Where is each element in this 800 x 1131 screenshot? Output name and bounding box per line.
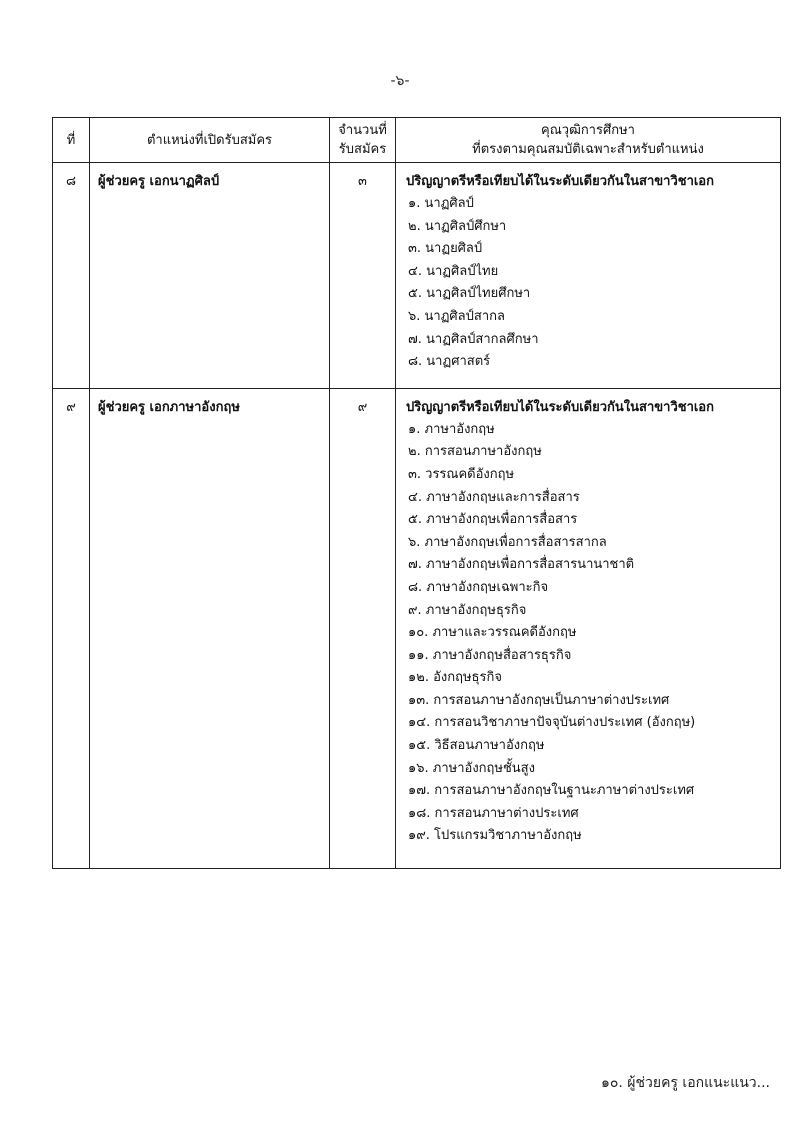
major-item: ๘. ภาษาอังกฤษเฉพาะกิจ [408,579,549,595]
major-item: ๑๘. การสอนภาษาต่างประเทศ [408,805,579,821]
row-qualification [396,163,781,389]
major-item: ๖. นาฏศิลป์สากล [408,308,505,324]
table-row [53,388,781,868]
header-count [330,118,396,163]
major-item: ๘. นาฏศาสตร์ [408,354,491,370]
header-qual-line2: ที่ตรงตามคุณสมบัติเฉพาะสำหรับตำแหน่ง [472,142,704,157]
major-item: ๒. การสอนภาษาอังกฤษ [408,444,542,460]
header-position-label: ตำแหน่งที่เปิดรับสมัคร [146,132,273,148]
major-item: ๑๒. อังกฤษธุรกิจ [408,670,502,686]
qualification-header: ปริญญาตรีหรือเทียบได้ในระดับเดียวกันในสาขาวิชาเอก [406,399,714,415]
row-number: ๙ [53,388,90,868]
majors-list [406,419,780,848]
page-number: -๖- [390,73,410,89]
row-count: ๓ [330,163,396,389]
major-item: ๒. นาฏศิลป์ศึกษา [408,218,507,234]
table-row [53,163,781,389]
major-item: ๓. นาฏยศิลป์ [408,241,483,257]
header-position [90,118,330,163]
positions-table [52,117,781,869]
row-count: ๙ [330,388,396,868]
major-item: ๑๓. การสอนภาษาอังกฤษเป็นภาษาต่างประเทศ [408,692,670,708]
major-item: ๑. นาฏศิลป์ [408,196,474,211]
major-item: ๑๕. วิธีสอนภาษาอังกฤษ [408,738,545,754]
header-count-line2: รับสมัคร [338,142,387,157]
major-item: ๑๔. การสอนวิชาภาษาปัจจุบันต่างประเทศ (อังกฤษ) [408,715,696,731]
row-number: ๘ [53,163,90,389]
header-no [53,118,90,163]
header-no-label: ที่ [66,132,76,148]
major-item: ๑๗. การสอนภาษาอังกฤษในฐานะภาษาต่างประเทศ [408,783,695,799]
row-qualification [396,388,781,868]
major-item: ๕. นาฏศิลป์ไทยศึกษา [408,286,531,302]
major-item: ๓. วรรณคดีอังกฤษ [408,466,515,482]
major-item: ๔. นาฏศิลป์ไทย [408,263,499,279]
majors-list [406,193,780,374]
major-item: ๗. ภาษาอังกฤษเพื่อการสื่อสารนานาชาติ [408,557,635,573]
major-item: ๑๖. ภาษาอังกฤษชั้นสูง [408,760,535,776]
major-item: ๖. ภาษาอังกฤษเพื่อการสื่อสารสากล [408,534,607,550]
table-header-row [53,118,781,163]
major-item: ๑๐. ภาษาและวรรณคดีอังกฤษ [408,625,577,641]
major-item: ๗. นาฏศิลป์สากลศึกษา [408,331,539,347]
scan-artifact [66,36,102,40]
row-position: ผู้ช่วยครู เอกนาฏศิลป์ [90,163,330,389]
continuation-note: ๑๐. ผู้ช่วยครู เอกแนะแนว... [600,1075,770,1091]
major-item: ๙. ภาษาอังกฤษธุรกิจ [408,602,527,618]
major-item: ๑. ภาษาอังกฤษ [408,421,495,437]
major-item: ๕. ภาษาอังกฤษเพื่อการสื่อสาร [408,512,578,528]
major-item: ๑๙. โปรแกรมวิชาภาษาอังกฤษ [408,828,582,844]
major-item: ๑๑. ภาษาอังกฤษสื่อสารธุรกิจ [408,647,572,663]
header-qualification [396,118,781,163]
qualification-header: ปริญญาตรีหรือเทียบได้ในระดับเดียวกันในสาขาวิชาเอก [406,174,714,189]
header-qual-line1: คุณวุฒิการศึกษา [541,123,635,138]
major-item: ๔. ภาษาอังกฤษและการสื่อสาร [408,489,580,505]
row-position: ผู้ช่วยครู เอกภาษาอังกฤษ [90,388,330,868]
header-count-line1: จำนวนที่ [338,123,387,138]
